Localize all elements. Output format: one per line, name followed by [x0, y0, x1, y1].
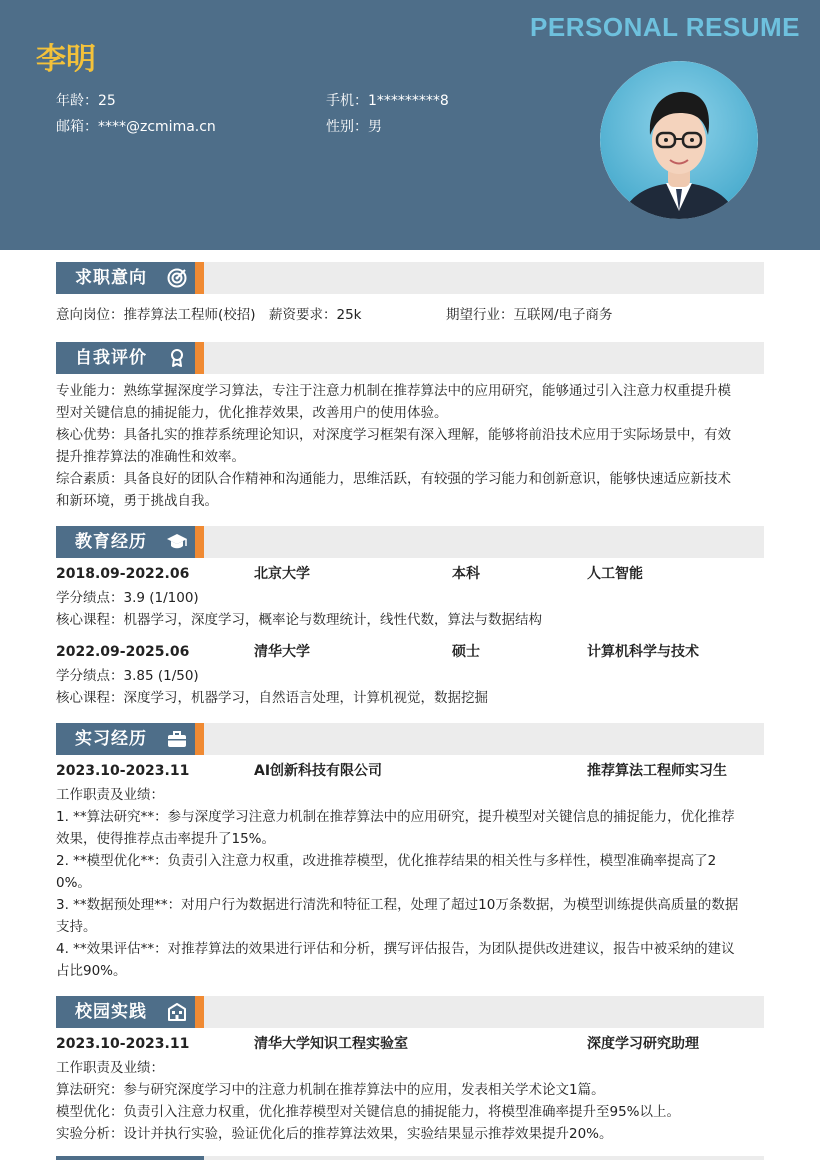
edu-major: 计算机科学与技术 [587, 644, 699, 660]
edu-courses: 核心课程：深度学习，机器学习，自然语言处理，计算机视觉，数据挖掘 [56, 690, 488, 706]
campus-org: 清华大学知识工程实验室 [254, 1036, 408, 1052]
campus-line: 算法研究：参与研究深度学习中的注意力机制在推荐算法中的应用，发表相关学术论文1篇。 [56, 1082, 605, 1098]
target-icon [166, 267, 188, 289]
intern-line: 4. **效果评估**：对推荐算法的效果进行评估和分析，撰写评估报告，为团队提供改进建议，报告中被采纳的建议 [56, 941, 735, 957]
section-header-education [56, 526, 764, 558]
document-title: PERSONAL RESUME [530, 12, 800, 42]
edu-school: 北京大学 [254, 566, 310, 582]
edu-courses: 核心课程：机器学习，深度学习，概率论与数理统计，线性代数，算法与数据结构 [56, 612, 542, 628]
graduation-cap-icon [166, 531, 188, 553]
intent-industry: 期望行业：互联网/电子商务 [446, 307, 613, 323]
edu-date: 2022.09-2025.06 [56, 644, 190, 660]
section-title: 教育经历 [75, 532, 147, 552]
edu-school: 清华大学 [254, 644, 310, 660]
self-eval-line: 提升推荐算法的准确性和效率。 [56, 449, 245, 465]
candidate-name: 李明 [36, 42, 96, 77]
gender-info: 性别：男 [326, 119, 382, 135]
award-icon [166, 347, 188, 369]
edu-gpa: 学分绩点：3.85 (1/50) [56, 668, 199, 684]
intern-line: 工作职责及业绩： [56, 787, 164, 803]
section-header-campus [56, 996, 764, 1028]
section-title: 实习经历 [75, 729, 147, 749]
campus-line: 工作职责及业绩： [56, 1060, 164, 1076]
next-section-header-partial [56, 1156, 764, 1160]
email-info: 邮箱：****@zcmima.cn [56, 119, 216, 135]
edu-date: 2018.09-2022.06 [56, 566, 190, 582]
campus-date: 2023.10-2023.11 [56, 1036, 190, 1052]
avatar [600, 61, 758, 219]
intern-line: 3. **数据预处理**：对用户行为数据进行清洗和特征工程，处理了超过10万条数据，为模型训练提供高质量的数据 [56, 897, 739, 913]
phone-info: 手机：1*********8 [326, 93, 449, 109]
edu-degree: 本科 [452, 566, 480, 582]
intern-line: 0%。 [56, 875, 91, 891]
intern-line: 2. **模型优化**：负责引入注意力权重，改进推荐模型，优化推荐结果的相关性与多样性，模型准确率提高了2 [56, 853, 717, 869]
edu-major: 人工智能 [587, 566, 643, 582]
intent-position: 意向岗位：推荐算法工程师(校招) [56, 307, 256, 323]
intern-line: 支持。 [56, 919, 97, 935]
intent-salary: 薪资要求：25k [269, 307, 362, 323]
briefcase-icon [166, 728, 188, 750]
resume-header [0, 0, 820, 250]
section-title: 求职意向 [75, 268, 147, 288]
intern-line: 1. **算法研究**：参与深度学习注意力机制在推荐算法中的应用研究，提升模型对关键信息的捕捉能力，优化推荐 [56, 809, 735, 825]
section-header-internship [56, 723, 764, 755]
intern-line: 占比90%。 [56, 963, 127, 979]
self-eval-line: 核心优势：具备扎实的推荐系统理论知识，对深度学习框架有深入理解，能够将前沿技术应用于实际场景中，有效 [56, 427, 731, 443]
section-title: 校园实践 [75, 1002, 147, 1022]
self-eval-line: 型对关键信息的捕捉能力，优化推荐效果，改善用户的使用体验。 [56, 405, 448, 421]
campus-role: 深度学习研究助理 [587, 1036, 699, 1052]
edu-gpa: 学分绩点：3.9 (1/100) [56, 590, 199, 606]
intern-date: 2023.10-2023.11 [56, 763, 190, 779]
building-icon [166, 1001, 188, 1023]
campus-line: 模型优化：负责引入注意力权重，优化推荐模型对关键信息的捕捉能力，将模型准确率提升至95%以上。 [56, 1104, 681, 1120]
section-title: 自我评价 [75, 348, 147, 368]
campus-line: 实验分析：设计并执行实验，验证优化后的推荐算法效果，实验结果显示推荐效果提升20%。 [56, 1126, 613, 1142]
self-eval-line: 专业能力：熟练掌握深度学习算法，专注于注意力机制在推荐算法中的应用研究，能够通过引入注意力权重提升模 [56, 383, 731, 399]
edu-degree: 硕士 [452, 644, 480, 660]
section-header-self-eval [56, 342, 764, 374]
section-header-intent [56, 262, 764, 294]
intern-role: 推荐算法工程师实习生 [587, 763, 727, 779]
self-eval-line: 和新环境，勇于挑战自我。 [56, 493, 218, 509]
self-eval-line: 综合素质：具备良好的团队合作精神和沟通能力，思维活跃，有较强的学习能力和创新意识，能够快速适应新技术 [56, 471, 731, 487]
intern-line: 效果，使得推荐点击率提升了15%。 [56, 831, 276, 847]
intern-company: AI创新科技有限公司 [254, 763, 383, 779]
age-info: 年龄：25 [56, 93, 116, 109]
